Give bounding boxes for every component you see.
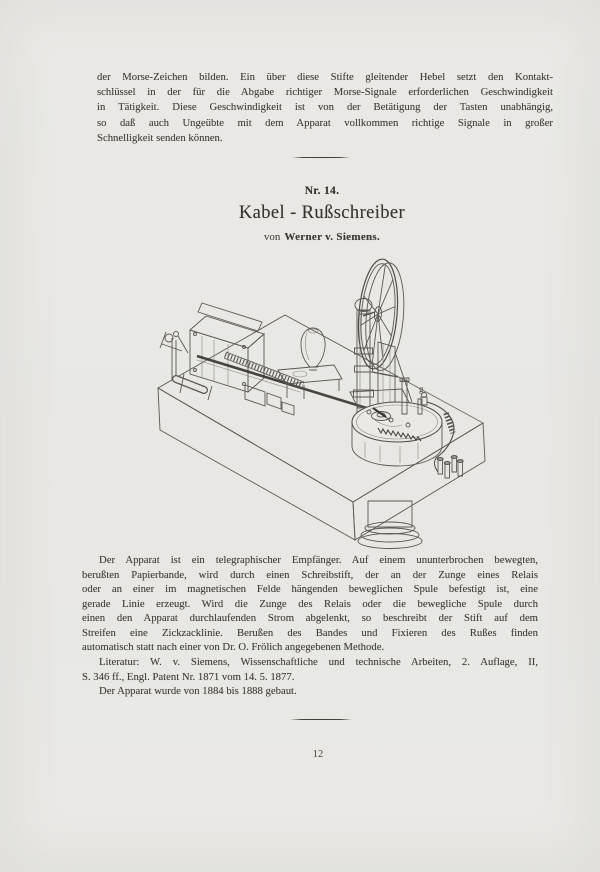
text-line: Schnelligkeit senden können. — [97, 131, 223, 144]
apparatus-illustration — [150, 252, 490, 552]
pedestal-foot — [358, 501, 422, 549]
page-number: 12 — [312, 749, 324, 760]
text-line: so daß auch Ungeübte mit dem Apparat vollkommen richtige Signale in großer — [97, 116, 553, 129]
text-line: oder an einer im magnetischen Felde hängenden beweglichen Spule befestigt ist, eine — [82, 583, 538, 595]
section-divider-bottom — [290, 719, 352, 720]
text-line: berußten Papierbande, wird durch einen Schreibstift, der an der Zunge eines Relais — [82, 568, 538, 581]
text-line: automatisch statt nach einer von Dr. O. Frölich angegebenen Methode. — [82, 641, 385, 653]
glass-bulb — [301, 328, 325, 370]
text-line: Streifen eine Zickzacklinie. Berußen des Bandes und Fixieren des Rußes finden — [82, 626, 538, 639]
clamp-lever — [160, 332, 212, 401]
description-paragraph — [82, 553, 538, 655]
byline-prefix: von — [263, 231, 281, 243]
byline-author: Werner v. Siemens. — [284, 231, 381, 243]
intro-paragraph — [97, 70, 553, 146]
spoked-wheel — [354, 258, 408, 372]
build-years-paragraph — [82, 684, 538, 699]
text-line: einen den Apparat durchlaufenden Strom abgelenkt, so beschreibt der Stift auf dem — [82, 612, 538, 624]
relay-box — [190, 303, 264, 392]
heading-title: Kabel - Rußschreiber — [238, 203, 406, 223]
text-line: schlüssel in der für die Abgabe richtiger Morse-Signale erforderlichen Geschwindigkeit — [97, 86, 553, 99]
text-line: S. 346 ff., Engl. Patent Nr. 1871 vom 14. 5. 1877. — [82, 670, 295, 683]
text-line: Der Apparat wurde von 1884 bis 1888 gebaut. — [99, 685, 297, 697]
text-line: gerade Linie erzeugt. Wird die Zunge des Relais oder die bewegliche Spule durch — [82, 597, 538, 610]
figure-label-g: g — [419, 384, 424, 394]
literature-paragraph — [82, 655, 538, 684]
section-divider-top — [292, 157, 350, 158]
heading-number: Nr. 14. — [304, 185, 340, 197]
heading-byline — [94, 231, 550, 243]
text-line: in Tätigkeit. Diese Geschwindigkeit ist von der Betätigung der Tasten unabhängig, — [97, 101, 553, 114]
text-line: Literatur: W. v. Siemens, Wissenschaftliche und technische Arbeiten, 2. Auflage, II, — [99, 656, 538, 668]
binding-posts — [437, 456, 463, 479]
apparatus-figure — [150, 252, 490, 552]
text-line: Der Apparat ist ein telegraphischer Empfänger. Auf einem ununterbrochen bewegten, — [99, 554, 538, 566]
text-line: der Morse-Zeichen bilden. Ein über diese Stifte gleitender Hebel setzt den Kontakt- — [97, 71, 553, 83]
terminal-g — [419, 384, 427, 405]
